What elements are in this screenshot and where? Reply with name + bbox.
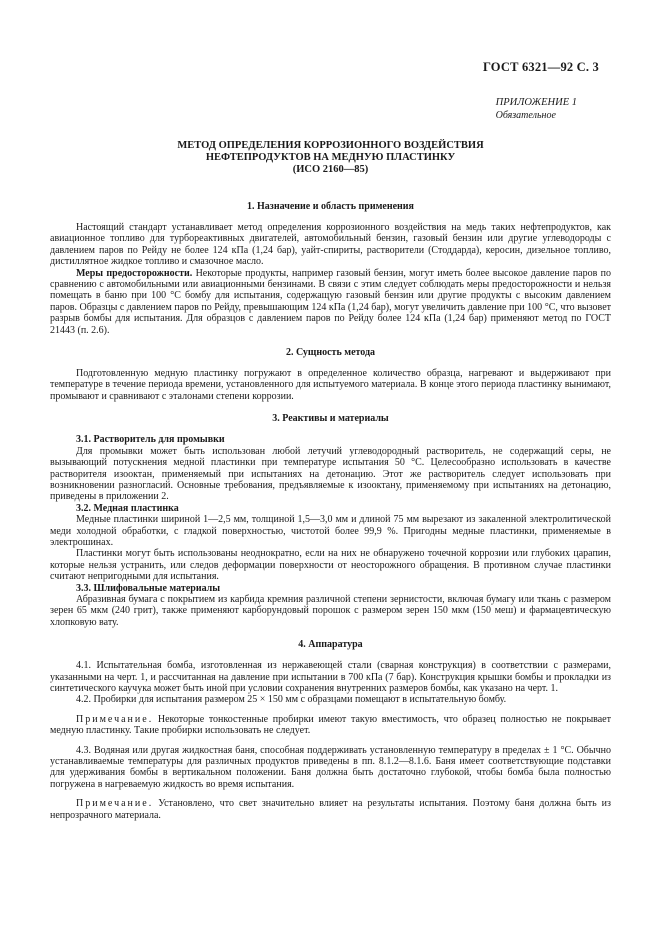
note-1 bbox=[50, 714, 611, 737]
section-2-heading: 2. Сущность метода bbox=[285, 347, 376, 359]
section-4-heading: 4. Аппаратура bbox=[298, 639, 363, 651]
precautions-lead: Меры предосторожности. bbox=[76, 267, 193, 279]
appendix-block bbox=[496, 96, 577, 122]
subsection-3-2-paragraph-1: Медные пластинки шириной 1—2,5 мм, толщиной 1,5—3,0 мм и длиной 75 мм вырезают из закаленной электролитической меди холодной обработки, с гладкой поверхностью, чистотой более 99,9 %. Пригодны медные пластинки, применяемые в электрошинах. bbox=[50, 514, 611, 548]
subsection-3-1-paragraph: Для промывки может быть использован любой летучий углеводородный растворитель, не содержащий серы, не вызывающий потускнения медной пластинки при температуре испытания 50 °С. Целесообразно использовать в качестве растворителя изооктан, применяемый при испытаниях на детонацию. Этот же растворитель следует использовать при возникновении разногласий. Основные требования, предъявляемые к изооктану, применяемому при испытаниях на детонацию, приведены в приложении 2. bbox=[50, 445, 611, 503]
note-2 bbox=[50, 798, 611, 821]
note-2-text: Установлено, что свет значительно влияет на результаты испытания. Поэтому баня должна быть из непрозрачного материала. bbox=[50, 798, 611, 821]
title-line-2: НЕФТЕПРОДУКТОВ НА МЕДНУЮ ПЛАСТИНКУ bbox=[205, 152, 456, 163]
section-4-paragraph-4-3: 4.3. Водяная или другая жидкостная баня, способная поддерживать установленную температуру в пределах ± 1 °С. Обычно устанавливаемые температуры для различных продуктов приведены в пп. 8.1.2—8.1.6. Баня имеет соответствующие подставки для удерживания бомбы в вертикальном положении. Баня должна быть достаточно глубокой, чтобы бомба была полностью погружена в нагреваемую жидкость во время испытания. bbox=[50, 744, 611, 790]
section-1-heading: 1. Назначение и область применения bbox=[247, 201, 414, 212]
section-4-paragraph-4-1: 4.1. Испытательная бомба, изготовленная из нержавеющей стали (сварная конструкция) в соответствии с размерами, указанными на черт. 1, и рассчитанная на давление при испытании в 700 кПа (7 бар). Конструкция крышки бомбы и прокладки из синтетического каучука может быть иной при условии сохранения внутренних размеров бомбы, как указано на черт. 1. bbox=[50, 660, 611, 694]
subsection-3-1-heading: 3.1. Растворитель для промывки bbox=[76, 434, 225, 446]
title-line-3: (ИСО 2160—85) bbox=[292, 164, 369, 175]
subsection-3-3-heading: 3.3. Шлифовальные материалы bbox=[76, 582, 221, 594]
document-body bbox=[50, 140, 611, 821]
appendix-status: Обязательное bbox=[495, 110, 556, 121]
precautions-text: Некоторые продукты, например газовый бензин, могут иметь более высокое давление паров по сравнению с автомобильными или авиационными бензинами. В связи с этим следует соблюдать меры предосторожности и нельзя помещать в баню при 100 °С бомбу для испытания, содержащую газовый бензин или другие продукты с высоким давлением паров. Образцы с давлением паров по Рейду, превышающим 124 кПа (1,24 бар), могут увеличить давление при 100 °С, что вызовет разрыв бомбы для испытания. Для образцов с давлением паров по Рейду более 124 кПа (1,24 бар) применяют метод по ГОСТ 21443 (п. 2.6). bbox=[50, 267, 611, 336]
page-header: ГОСТ 6321—92 С. 3 bbox=[482, 60, 599, 74]
subsection-3-2-heading: 3.2. Медная пластинка bbox=[76, 502, 179, 514]
document-title bbox=[50, 140, 611, 176]
note-2-label: Примечание. bbox=[76, 798, 154, 810]
section-1-paragraph-2 bbox=[50, 268, 611, 336]
note-1-text: Некоторые тонкостенные пробирки имеют такую вместимость, что образец полностью не покрывает медную пластинку. Такие пробирки использовать не следует. bbox=[50, 713, 611, 737]
subsection-3-2-paragraph-2: Пластинки могут быть использованы неоднократно, если на них не обнаружено точечной коррозии или глубоких царапин, которые нельзя устранить, или следов деформации поверхности от неосторожного обращения. В противном случае пластинки считают непригодными для испытания. bbox=[50, 548, 611, 583]
appendix-label: ПРИЛОЖЕНИЕ 1 bbox=[495, 97, 577, 108]
title-line-1: МЕТОД ОПРЕДЕЛЕНИЯ КОРРОЗИОННОГО ВОЗДЕЙСТВИЯ bbox=[177, 140, 484, 151]
section-2-paragraph-1: Подготовленную медную пластинку погружают в определенное количество образца, нагревают и выдерживают при температуре в течение периода времени, установленного для испытуемого материала. В конце этого периода пластинку вынимают, промывают и сравнивают с эталонами степени коррозии. bbox=[50, 368, 611, 402]
section-1-paragraph-1: Настоящий стандарт устанавливает метод определения коррозионного воздействия на медь таких нефтепродуктов, как авиационное топливо для турбореактивных двигателей, автомобильный бензин, газовый бензин или другие углеводороды с давлением паров по Рейду не более 124 кПа (1,24 бар), уайт-спириты, растворители (Стоддарда), керосин, дизельное топливо, дистиллятное жидкое топливо и смазочное масло. bbox=[50, 222, 611, 268]
section-4-paragraph-4-2: 4.2. Пробирки для испытания размером 25 × 150 мм с образцами помещают в испытательную бомбу. bbox=[76, 694, 507, 706]
subsection-3-3-paragraph: Абразивная бумага с покрытием из карбида кремния различной степени зернистости, включая бумагу или ткань с размером зерен 65 мкм (240 грит), также применяют карборундовый порошок с размером зерен 150 мкм (150 меш) и фармацевтическую хлопковую вату. bbox=[50, 593, 611, 628]
section-3-heading: 3. Реактивы и материалы bbox=[272, 413, 389, 425]
note-1-label: Примечание. bbox=[76, 713, 154, 725]
